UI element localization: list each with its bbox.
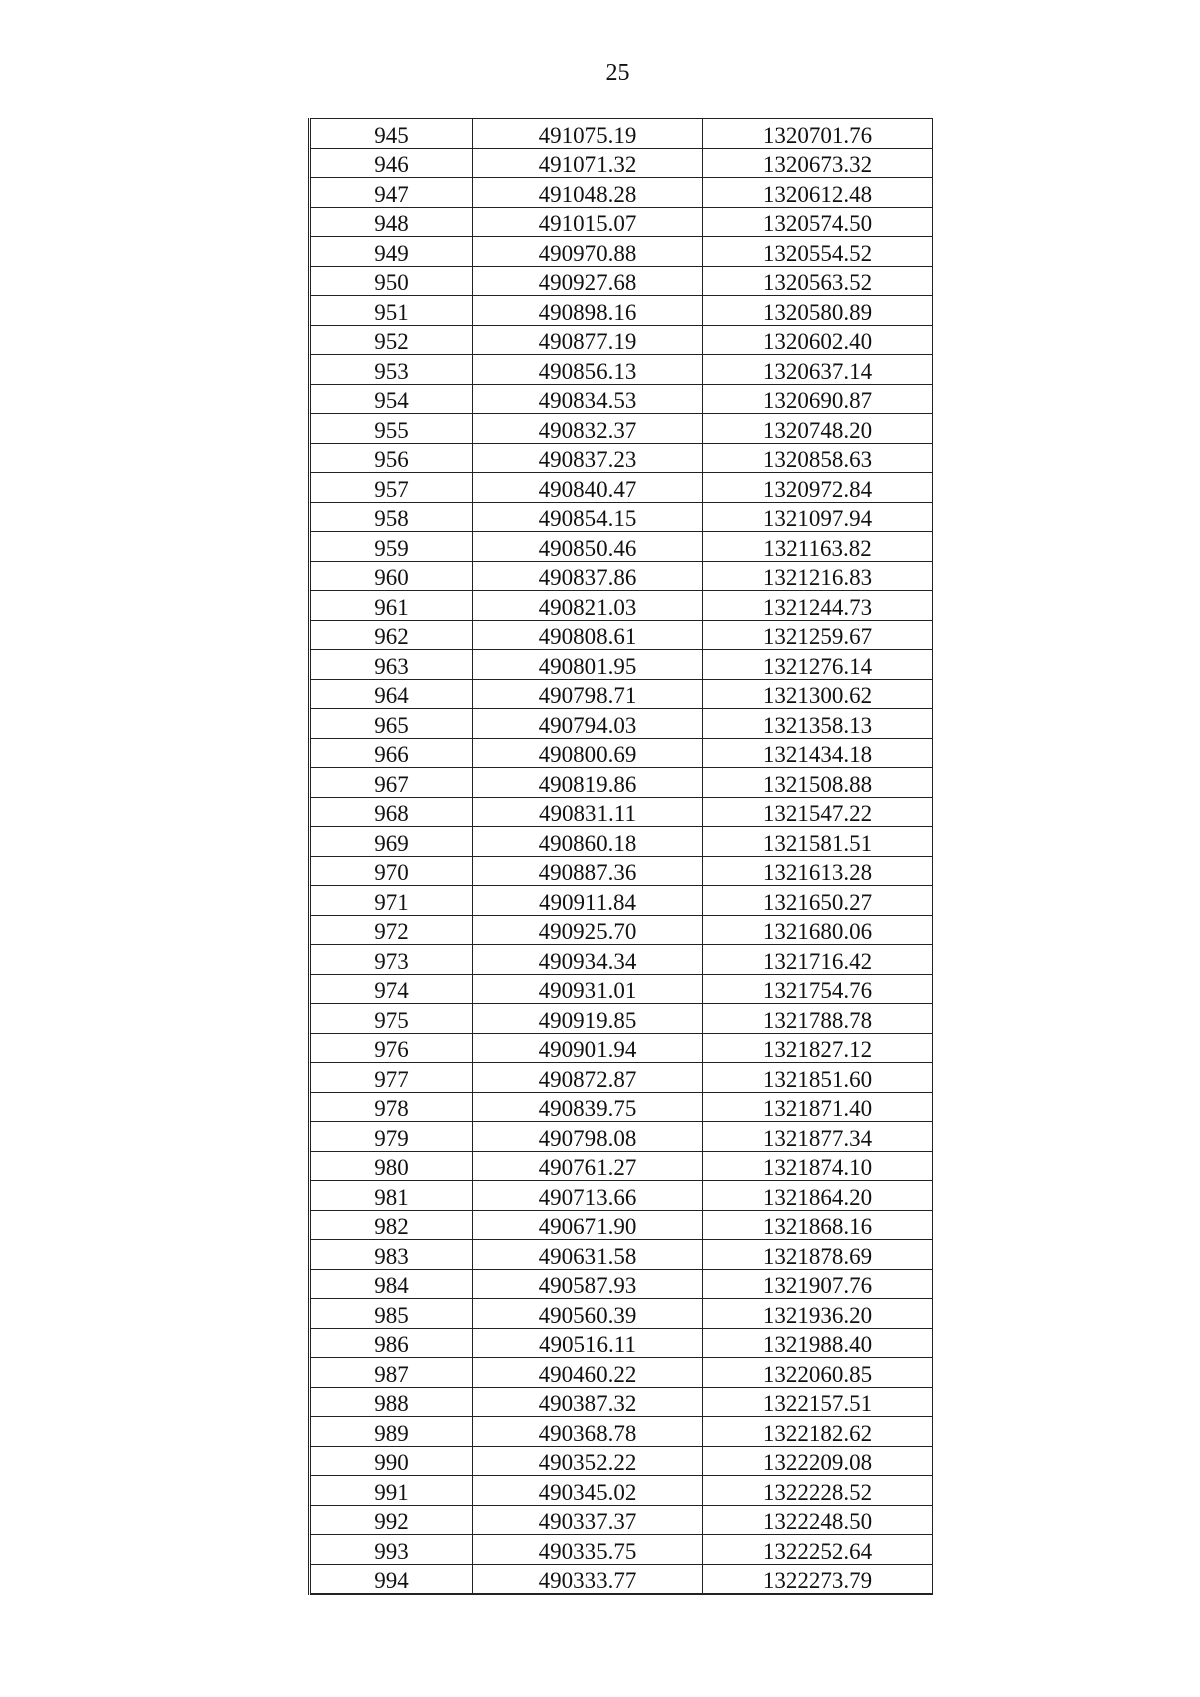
coordinates-table bbox=[308, 118, 933, 1595]
x-coordinate-cell: 490927.68 bbox=[473, 266, 703, 296]
x-coordinate-cell: 490333.77 bbox=[473, 1564, 703, 1594]
x-coordinate-cell: 490387.32 bbox=[473, 1387, 703, 1417]
x-coordinate-cell: 490761.27 bbox=[473, 1151, 703, 1181]
point-number-cell: 984 bbox=[310, 1269, 473, 1299]
table-row bbox=[310, 1328, 933, 1358]
y-coordinate-cell: 1320580.89 bbox=[703, 296, 933, 326]
point-number-cell: 970 bbox=[310, 856, 473, 886]
x-coordinate-cell: 491048.28 bbox=[473, 178, 703, 208]
y-coordinate-cell: 1321907.76 bbox=[703, 1269, 933, 1299]
coordinates-table-body bbox=[310, 119, 933, 1595]
point-number-cell: 977 bbox=[310, 1063, 473, 1093]
table-row bbox=[310, 1505, 933, 1535]
point-number-cell: 965 bbox=[310, 709, 473, 739]
point-number-cell: 950 bbox=[310, 266, 473, 296]
x-coordinate-cell: 490887.36 bbox=[473, 856, 703, 886]
x-coordinate-cell: 490345.02 bbox=[473, 1476, 703, 1506]
table-row bbox=[310, 1033, 933, 1063]
x-coordinate-cell: 490335.75 bbox=[473, 1535, 703, 1565]
table-row bbox=[310, 1151, 933, 1181]
y-coordinate-cell: 1320612.48 bbox=[703, 178, 933, 208]
y-coordinate-cell: 1320563.52 bbox=[703, 266, 933, 296]
table-row bbox=[310, 1564, 933, 1594]
x-coordinate-cell: 490837.23 bbox=[473, 443, 703, 473]
x-coordinate-cell: 490831.11 bbox=[473, 797, 703, 827]
x-coordinate-cell: 490800.69 bbox=[473, 738, 703, 768]
x-coordinate-cell: 490794.03 bbox=[473, 709, 703, 739]
table-row bbox=[310, 443, 933, 473]
point-number-cell: 985 bbox=[310, 1299, 473, 1329]
table-row bbox=[310, 561, 933, 591]
point-number-cell: 945 bbox=[310, 119, 473, 149]
y-coordinate-cell: 1320574.50 bbox=[703, 207, 933, 237]
y-coordinate-cell: 1321547.22 bbox=[703, 797, 933, 827]
y-coordinate-cell: 1321936.20 bbox=[703, 1299, 933, 1329]
x-coordinate-cell: 490901.94 bbox=[473, 1033, 703, 1063]
table-row bbox=[310, 414, 933, 444]
table-row bbox=[310, 1299, 933, 1329]
x-coordinate-cell: 491071.32 bbox=[473, 148, 703, 178]
table-row bbox=[310, 355, 933, 385]
table-row bbox=[310, 207, 933, 237]
x-coordinate-cell: 490856.13 bbox=[473, 355, 703, 385]
table-row bbox=[310, 768, 933, 798]
x-coordinate-cell: 490801.95 bbox=[473, 650, 703, 680]
y-coordinate-cell: 1321680.06 bbox=[703, 915, 933, 945]
x-coordinate-cell: 490821.03 bbox=[473, 591, 703, 621]
table-row bbox=[310, 945, 933, 975]
point-number-cell: 969 bbox=[310, 827, 473, 857]
table-row bbox=[310, 384, 933, 414]
table-row bbox=[310, 237, 933, 267]
point-number-cell: 962 bbox=[310, 620, 473, 650]
point-number-cell: 948 bbox=[310, 207, 473, 237]
table-row bbox=[310, 591, 933, 621]
y-coordinate-cell: 1320748.20 bbox=[703, 414, 933, 444]
point-number-cell: 975 bbox=[310, 1004, 473, 1034]
table-row bbox=[310, 620, 933, 650]
y-coordinate-cell: 1321878.69 bbox=[703, 1240, 933, 1270]
y-coordinate-cell: 1321874.10 bbox=[703, 1151, 933, 1181]
point-number-cell: 981 bbox=[310, 1181, 473, 1211]
table-row bbox=[310, 1446, 933, 1476]
y-coordinate-cell: 1321244.73 bbox=[703, 591, 933, 621]
y-coordinate-cell: 1320637.14 bbox=[703, 355, 933, 385]
point-number-cell: 994 bbox=[310, 1564, 473, 1594]
point-number-cell: 953 bbox=[310, 355, 473, 385]
y-coordinate-cell: 1321650.27 bbox=[703, 886, 933, 916]
point-number-cell: 951 bbox=[310, 296, 473, 326]
y-coordinate-cell: 1321988.40 bbox=[703, 1328, 933, 1358]
y-coordinate-cell: 1321613.28 bbox=[703, 856, 933, 886]
y-coordinate-cell: 1321877.34 bbox=[703, 1122, 933, 1152]
y-coordinate-cell: 1321788.78 bbox=[703, 1004, 933, 1034]
y-coordinate-cell: 1321868.16 bbox=[703, 1210, 933, 1240]
x-coordinate-cell: 491075.19 bbox=[473, 119, 703, 149]
y-coordinate-cell: 1322252.64 bbox=[703, 1535, 933, 1565]
x-coordinate-cell: 490934.34 bbox=[473, 945, 703, 975]
y-coordinate-cell: 1321754.76 bbox=[703, 974, 933, 1004]
point-number-cell: 992 bbox=[310, 1505, 473, 1535]
table-row bbox=[310, 296, 933, 326]
x-coordinate-cell: 491015.07 bbox=[473, 207, 703, 237]
x-coordinate-cell: 490808.61 bbox=[473, 620, 703, 650]
point-number-cell: 973 bbox=[310, 945, 473, 975]
y-coordinate-cell: 1321163.82 bbox=[703, 532, 933, 562]
y-coordinate-cell: 1321216.83 bbox=[703, 561, 933, 591]
table-row bbox=[310, 532, 933, 562]
y-coordinate-cell: 1320690.87 bbox=[703, 384, 933, 414]
table-row bbox=[310, 473, 933, 503]
table-row bbox=[310, 827, 933, 857]
x-coordinate-cell: 490860.18 bbox=[473, 827, 703, 857]
point-number-cell: 986 bbox=[310, 1328, 473, 1358]
point-number-cell: 956 bbox=[310, 443, 473, 473]
point-number-cell: 958 bbox=[310, 502, 473, 532]
table-row bbox=[310, 1358, 933, 1388]
y-coordinate-cell: 1321851.60 bbox=[703, 1063, 933, 1093]
point-number-cell: 959 bbox=[310, 532, 473, 562]
y-coordinate-cell: 1321716.42 bbox=[703, 945, 933, 975]
y-coordinate-cell: 1320701.76 bbox=[703, 119, 933, 149]
point-number-cell: 971 bbox=[310, 886, 473, 916]
x-coordinate-cell: 490839.75 bbox=[473, 1092, 703, 1122]
point-number-cell: 987 bbox=[310, 1358, 473, 1388]
table-row bbox=[310, 1004, 933, 1034]
table-row bbox=[310, 974, 933, 1004]
y-coordinate-cell: 1322182.62 bbox=[703, 1417, 933, 1447]
table-row bbox=[310, 502, 933, 532]
point-number-cell: 983 bbox=[310, 1240, 473, 1270]
table-row bbox=[310, 679, 933, 709]
table-row bbox=[310, 1387, 933, 1417]
point-number-cell: 989 bbox=[310, 1417, 473, 1447]
point-number-cell: 960 bbox=[310, 561, 473, 591]
point-number-cell: 952 bbox=[310, 325, 473, 355]
y-coordinate-cell: 1321434.18 bbox=[703, 738, 933, 768]
x-coordinate-cell: 490516.11 bbox=[473, 1328, 703, 1358]
y-coordinate-cell: 1321827.12 bbox=[703, 1033, 933, 1063]
x-coordinate-cell: 490368.78 bbox=[473, 1417, 703, 1447]
y-coordinate-cell: 1321300.62 bbox=[703, 679, 933, 709]
point-number-cell: 957 bbox=[310, 473, 473, 503]
y-coordinate-cell: 1322209.08 bbox=[703, 1446, 933, 1476]
table-row bbox=[310, 650, 933, 680]
table-row bbox=[310, 856, 933, 886]
y-coordinate-cell: 1322060.85 bbox=[703, 1358, 933, 1388]
x-coordinate-cell: 490798.71 bbox=[473, 679, 703, 709]
table-row bbox=[310, 1122, 933, 1152]
table-row bbox=[310, 1417, 933, 1447]
x-coordinate-cell: 490919.85 bbox=[473, 1004, 703, 1034]
y-coordinate-cell: 1321508.88 bbox=[703, 768, 933, 798]
point-number-cell: 972 bbox=[310, 915, 473, 945]
point-number-cell: 979 bbox=[310, 1122, 473, 1152]
point-number-cell: 966 bbox=[310, 738, 473, 768]
table-row bbox=[310, 266, 933, 296]
table-row bbox=[310, 1535, 933, 1565]
x-coordinate-cell: 490713.66 bbox=[473, 1181, 703, 1211]
y-coordinate-cell: 1321097.94 bbox=[703, 502, 933, 532]
x-coordinate-cell: 490970.88 bbox=[473, 237, 703, 267]
y-coordinate-cell: 1320673.32 bbox=[703, 148, 933, 178]
table-row bbox=[310, 1063, 933, 1093]
y-coordinate-cell: 1322228.52 bbox=[703, 1476, 933, 1506]
table-row bbox=[310, 709, 933, 739]
point-number-cell: 974 bbox=[310, 974, 473, 1004]
point-number-cell: 949 bbox=[310, 237, 473, 267]
table-row bbox=[310, 1092, 933, 1122]
x-coordinate-cell: 490911.84 bbox=[473, 886, 703, 916]
point-number-cell: 963 bbox=[310, 650, 473, 680]
page-number: 25 bbox=[605, 60, 630, 86]
x-coordinate-cell: 490877.19 bbox=[473, 325, 703, 355]
table-row bbox=[310, 915, 933, 945]
y-coordinate-cell: 1320602.40 bbox=[703, 325, 933, 355]
x-coordinate-cell: 490931.01 bbox=[473, 974, 703, 1004]
point-number-cell: 991 bbox=[310, 1476, 473, 1506]
x-coordinate-cell: 490834.53 bbox=[473, 384, 703, 414]
point-number-cell: 990 bbox=[310, 1446, 473, 1476]
table-row bbox=[310, 148, 933, 178]
x-coordinate-cell: 490671.90 bbox=[473, 1210, 703, 1240]
point-number-cell: 964 bbox=[310, 679, 473, 709]
point-number-cell: 968 bbox=[310, 797, 473, 827]
point-number-cell: 954 bbox=[310, 384, 473, 414]
x-coordinate-cell: 490587.93 bbox=[473, 1269, 703, 1299]
x-coordinate-cell: 490832.37 bbox=[473, 414, 703, 444]
point-number-cell: 976 bbox=[310, 1033, 473, 1063]
y-coordinate-cell: 1321276.14 bbox=[703, 650, 933, 680]
table-row bbox=[310, 1476, 933, 1506]
table-row bbox=[310, 738, 933, 768]
y-coordinate-cell: 1321864.20 bbox=[703, 1181, 933, 1211]
y-coordinate-cell: 1322248.50 bbox=[703, 1505, 933, 1535]
table-row bbox=[310, 1269, 933, 1299]
x-coordinate-cell: 490840.47 bbox=[473, 473, 703, 503]
x-coordinate-cell: 490352.22 bbox=[473, 1446, 703, 1476]
point-number-cell: 967 bbox=[310, 768, 473, 798]
y-coordinate-cell: 1322273.79 bbox=[703, 1564, 933, 1594]
table-row bbox=[310, 1210, 933, 1240]
point-number-cell: 955 bbox=[310, 414, 473, 444]
x-coordinate-cell: 490819.86 bbox=[473, 768, 703, 798]
x-coordinate-cell: 490872.87 bbox=[473, 1063, 703, 1093]
point-number-cell: 993 bbox=[310, 1535, 473, 1565]
table-row bbox=[310, 1240, 933, 1270]
point-number-cell: 982 bbox=[310, 1210, 473, 1240]
y-coordinate-cell: 1322157.51 bbox=[703, 1387, 933, 1417]
y-coordinate-cell: 1321871.40 bbox=[703, 1092, 933, 1122]
table-row bbox=[310, 797, 933, 827]
x-coordinate-cell: 490337.37 bbox=[473, 1505, 703, 1535]
x-coordinate-cell: 490854.15 bbox=[473, 502, 703, 532]
x-coordinate-cell: 490925.70 bbox=[473, 915, 703, 945]
point-number-cell: 980 bbox=[310, 1151, 473, 1181]
table-row bbox=[310, 178, 933, 208]
y-coordinate-cell: 1321259.67 bbox=[703, 620, 933, 650]
table-row bbox=[310, 886, 933, 916]
y-coordinate-cell: 1321581.51 bbox=[703, 827, 933, 857]
point-number-cell: 947 bbox=[310, 178, 473, 208]
x-coordinate-cell: 490898.16 bbox=[473, 296, 703, 326]
table-row bbox=[310, 325, 933, 355]
x-coordinate-cell: 490631.58 bbox=[473, 1240, 703, 1270]
x-coordinate-cell: 490460.22 bbox=[473, 1358, 703, 1388]
x-coordinate-cell: 490560.39 bbox=[473, 1299, 703, 1329]
table-row bbox=[310, 119, 933, 149]
point-number-cell: 988 bbox=[310, 1387, 473, 1417]
point-number-cell: 978 bbox=[310, 1092, 473, 1122]
y-coordinate-cell: 1321358.13 bbox=[703, 709, 933, 739]
point-number-cell: 946 bbox=[310, 148, 473, 178]
y-coordinate-cell: 1320554.52 bbox=[703, 237, 933, 267]
y-coordinate-cell: 1320972.84 bbox=[703, 473, 933, 503]
x-coordinate-cell: 490850.46 bbox=[473, 532, 703, 562]
x-coordinate-cell: 490837.86 bbox=[473, 561, 703, 591]
table-row bbox=[310, 1181, 933, 1211]
point-number-cell: 961 bbox=[310, 591, 473, 621]
y-coordinate-cell: 1320858.63 bbox=[703, 443, 933, 473]
x-coordinate-cell: 490798.08 bbox=[473, 1122, 703, 1152]
